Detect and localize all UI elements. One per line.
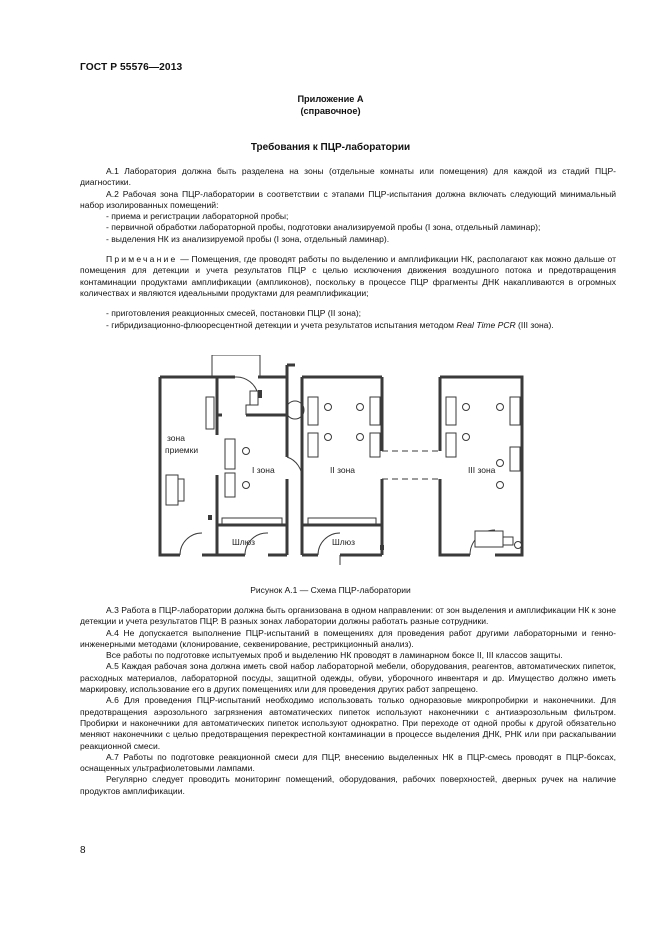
label-zone-2: II зона — [330, 465, 356, 475]
annex-heading — [0, 93, 661, 117]
note-label: Примечание — [106, 254, 178, 265]
list-item-text: - гибридизационно-флюоресцентной детекции и учета результатов испытания методом — [106, 319, 457, 330]
annex-title: Приложение А — [297, 94, 364, 104]
paragraph-a2: А.2 Рабочая зона ПЦР-лаборатории в соответствии с этапами ПЦР-испытания должна включать следующий минимальный набор изолированных помещений: — [80, 188, 616, 210]
note-paragraph — [80, 254, 616, 299]
annex-subtitle: (справочное) — [300, 106, 361, 116]
section-title: Требования к ПЦР-лаборатории — [250, 142, 411, 153]
paragraph-a5: А.5 Каждая рабочая зона должна иметь свой набор лабораторной мебели, оборудования, реагентов, автоматических пипеток, расходных материалов, лабораторной посуды, защитной одежды, обуви, уборочного инвентаря и др. Имущество должно иметь маркировку, использование его в других помещениях или для проведения других работ запрещено. — [80, 661, 616, 695]
note-text: — Помещения, где проводят работы по выделению и амплификации НК, располагают как можно дальше от помещения для детекции и учета результатов ПЦР с целью исключения движения воздушного потока и предотвращения контаминации продуктами амплификации (ампликонов), поскольку в процессе ПЦР фрагменты ДНК накапливаются в огромных количествах и являются идеальными продуктами для реамплификации; — [80, 254, 616, 298]
standard-header: ГОСТ Р 55576—2013 — [80, 62, 183, 73]
label-reception-1: зона — [167, 433, 185, 443]
paragraph-a4: А.4 Не допускается выполнение ПЦР-испытаний в помещениях для проведения работ другими лабораторными и генно-инженерными методами (клонирование, секвенирование, рестрикционный анализ). — [80, 627, 616, 649]
list-item: - приема и регистрации лабораторной пробы; — [106, 211, 289, 222]
lab-floor-plan — [150, 355, 550, 577]
label-airlock-2: Шлюз — [332, 537, 356, 547]
list-item: - приготовления реакционных смесей, постановки ПЦР (II зона); — [106, 308, 362, 319]
paragraph-a1: А.1 Лаборатория должна быть разделена на зоны (отдельные комнаты или помещения) для каждой из стадий ПЦР-диагностики. — [80, 166, 616, 188]
list-item: - первичной обработки лабораторной пробы, подготовки анализируемой пробы (I зона, отдельный ламинар); — [106, 222, 541, 233]
figure-caption: Рисунок А.1 — Схема ПЦР-лаборатории — [250, 585, 411, 595]
method-name: Real Time PCR — [456, 319, 516, 330]
top-text — [80, 166, 616, 331]
paragraph-a3: А.3 Работа в ПЦР-лаборатории должна быть организована в одном направлении: от зон выделения и амплификации НК к зоне детекции и учета результатов ПЦР. В разных зонах лаборатории должны работать разные сотрудники. — [80, 605, 616, 627]
list-item-text-end: (III зона). — [515, 319, 554, 330]
label-airlock-1: Шлюз — [232, 537, 256, 547]
label-reception-2: приемки — [165, 445, 199, 455]
paragraph-a6: А.6 Для проведения ПЦР-испытаний необходимо использовать только одноразовые микропробирки и наконечники. Для предотвращения аэрозольного загрязнения автоматических пипеток используют наконечники с антиаэрозольным фильтром. Пробирки и наконечники для автоматических пипеток используют однократно. При переходе от одной пробы к другой обязательно меняют наконечники с целью предотвращения перекрестной контаминации в процессе выделения ДНК, РНК или при раскапывании реакционной смеси. — [80, 695, 616, 751]
paragraph-a7: А.7 Работы по подготовке реакционной смеси для ПЦР, внесению выделенных НК в ПЦР-смесь проводят в ПЦР-боксах, оснащенных ультрафиолетовыми лампами. — [80, 751, 616, 774]
paragraph-a7b: Регулярно следует проводить мониторинг помещений, оборудования, рабочих поверхностей, дверных ручек на наличие продуктов амплификации. — [80, 774, 616, 796]
label-zone-1: I зона — [252, 465, 275, 475]
paragraph-a4b: Все работы по подготовке испытуемых проб и выделению НК проводят в ламинарном боксе II, III классов защиты. — [106, 650, 563, 661]
bottom-text — [80, 605, 616, 797]
page-number: 8 — [80, 845, 86, 856]
plan-walls — [160, 365, 522, 555]
label-zone-3: III зона — [468, 465, 496, 475]
list-item — [80, 320, 616, 331]
list-item: - выделения НК из анализируемой пробы (I зона, отдельный ламинар). — [106, 233, 390, 244]
